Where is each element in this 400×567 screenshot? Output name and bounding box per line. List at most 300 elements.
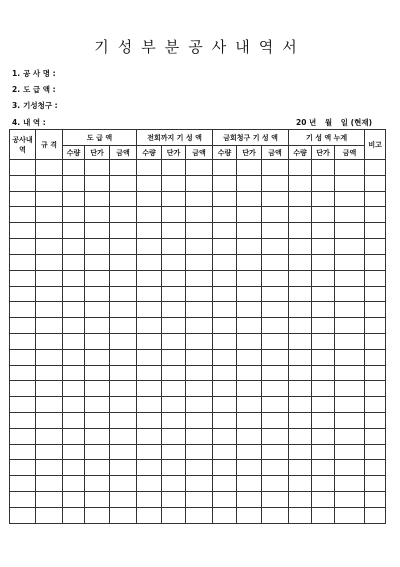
table-cell[interactable] (36, 239, 63, 255)
table-cell[interactable] (262, 381, 289, 397)
table-cell[interactable] (335, 223, 365, 239)
table-cell[interactable] (162, 365, 186, 381)
table-cell[interactable] (63, 381, 85, 397)
table-cell[interactable] (289, 333, 312, 349)
table-cell[interactable] (365, 239, 386, 255)
table-cell[interactable] (213, 460, 237, 476)
table-cell[interactable] (36, 302, 63, 318)
table-cell[interactable] (63, 286, 85, 302)
table-cell[interactable] (262, 507, 289, 523)
table-cell[interactable] (289, 223, 312, 239)
table-cell[interactable] (335, 175, 365, 191)
table-cell[interactable] (186, 413, 213, 429)
table-cell[interactable] (10, 239, 36, 255)
table-cell[interactable] (137, 476, 162, 492)
table-cell[interactable] (137, 239, 162, 255)
table-cell[interactable] (10, 413, 36, 429)
table-cell[interactable] (289, 254, 312, 270)
table-cell[interactable] (36, 507, 63, 523)
table-cell[interactable] (335, 476, 365, 492)
table-cell[interactable] (110, 507, 137, 523)
table-cell[interactable] (85, 318, 110, 334)
table-cell[interactable] (162, 349, 186, 365)
table-cell[interactable] (110, 223, 137, 239)
table-cell[interactable] (213, 175, 237, 191)
table-cell[interactable] (36, 476, 63, 492)
table-cell[interactable] (110, 349, 137, 365)
table-cell[interactable] (312, 207, 335, 223)
table-cell[interactable] (312, 223, 335, 239)
table-cell[interactable] (36, 365, 63, 381)
table-cell[interactable] (335, 191, 365, 207)
table-cell[interactable] (186, 302, 213, 318)
table-cell[interactable] (237, 191, 262, 207)
table-cell[interactable] (312, 286, 335, 302)
table-cell[interactable] (365, 507, 386, 523)
table-cell[interactable] (262, 207, 289, 223)
table-cell[interactable] (162, 175, 186, 191)
table-cell[interactable] (237, 507, 262, 523)
table-cell[interactable] (10, 397, 36, 413)
table-cell[interactable] (63, 175, 85, 191)
table-cell[interactable] (262, 492, 289, 508)
table-cell[interactable] (36, 492, 63, 508)
table-cell[interactable] (262, 476, 289, 492)
table-cell[interactable] (312, 365, 335, 381)
table-cell[interactable] (365, 444, 386, 460)
table-cell[interactable] (312, 397, 335, 413)
table-cell[interactable] (237, 492, 262, 508)
table-cell[interactable] (85, 428, 110, 444)
table-cell[interactable] (63, 349, 85, 365)
table-cell[interactable] (137, 349, 162, 365)
table-cell[interactable] (10, 254, 36, 270)
table-cell[interactable] (63, 223, 85, 239)
table-cell[interactable] (36, 381, 63, 397)
table-cell[interactable] (237, 365, 262, 381)
table-cell[interactable] (213, 254, 237, 270)
table-cell[interactable] (10, 507, 36, 523)
table-cell[interactable] (237, 302, 262, 318)
table-cell[interactable] (186, 318, 213, 334)
table-cell[interactable] (162, 191, 186, 207)
table-cell[interactable] (186, 254, 213, 270)
table-cell[interactable] (365, 413, 386, 429)
table-cell[interactable] (312, 492, 335, 508)
table-cell[interactable] (312, 381, 335, 397)
table-cell[interactable] (85, 381, 110, 397)
table-cell[interactable] (110, 207, 137, 223)
table-cell[interactable] (289, 413, 312, 429)
table-cell[interactable] (365, 428, 386, 444)
table-cell[interactable] (63, 207, 85, 223)
table-cell[interactable] (137, 397, 162, 413)
table-cell[interactable] (237, 160, 262, 176)
table-cell[interactable] (213, 318, 237, 334)
table-cell[interactable] (110, 175, 137, 191)
table-cell[interactable] (110, 191, 137, 207)
table-cell[interactable] (262, 365, 289, 381)
table-cell[interactable] (85, 397, 110, 413)
table-cell[interactable] (365, 460, 386, 476)
table-cell[interactable] (365, 286, 386, 302)
table-cell[interactable] (162, 413, 186, 429)
table-cell[interactable] (63, 254, 85, 270)
table-cell[interactable] (137, 286, 162, 302)
table-cell[interactable] (289, 302, 312, 318)
table-cell[interactable] (110, 270, 137, 286)
table-cell[interactable] (85, 191, 110, 207)
table-cell[interactable] (137, 413, 162, 429)
table-cell[interactable] (186, 444, 213, 460)
table-cell[interactable] (162, 302, 186, 318)
table-cell[interactable] (213, 286, 237, 302)
table-cell[interactable] (213, 349, 237, 365)
table-cell[interactable] (312, 175, 335, 191)
table-cell[interactable] (63, 239, 85, 255)
table-cell[interactable] (63, 507, 85, 523)
table-cell[interactable] (365, 397, 386, 413)
table-cell[interactable] (335, 413, 365, 429)
table-cell[interactable] (10, 286, 36, 302)
table-cell[interactable] (262, 444, 289, 460)
table-cell[interactable] (262, 413, 289, 429)
table-cell[interactable] (10, 460, 36, 476)
table-cell[interactable] (36, 286, 63, 302)
table-cell[interactable] (365, 254, 386, 270)
table-cell[interactable] (335, 239, 365, 255)
table-cell[interactable] (63, 160, 85, 176)
table-cell[interactable] (289, 381, 312, 397)
table-cell[interactable] (365, 270, 386, 286)
table-cell[interactable] (36, 428, 63, 444)
table-cell[interactable] (63, 191, 85, 207)
table-cell[interactable] (186, 207, 213, 223)
table-cell[interactable] (186, 160, 213, 176)
table-cell[interactable] (312, 444, 335, 460)
table-cell[interactable] (262, 175, 289, 191)
table-cell[interactable] (289, 239, 312, 255)
table-cell[interactable] (262, 270, 289, 286)
table-cell[interactable] (85, 302, 110, 318)
table-cell[interactable] (289, 207, 312, 223)
table-cell[interactable] (110, 460, 137, 476)
table-cell[interactable] (85, 239, 110, 255)
table-cell[interactable] (365, 333, 386, 349)
table-cell[interactable] (289, 476, 312, 492)
table-cell[interactable] (85, 223, 110, 239)
table-cell[interactable] (335, 286, 365, 302)
table-cell[interactable] (312, 349, 335, 365)
table-cell[interactable] (186, 460, 213, 476)
table-cell[interactable] (10, 318, 36, 334)
table-cell[interactable] (262, 191, 289, 207)
table-cell[interactable] (237, 444, 262, 460)
table-cell[interactable] (335, 397, 365, 413)
table-cell[interactable] (137, 318, 162, 334)
table-cell[interactable] (110, 428, 137, 444)
table-cell[interactable] (237, 476, 262, 492)
table-cell[interactable] (85, 413, 110, 429)
table-cell[interactable] (110, 444, 137, 460)
table-cell[interactable] (335, 507, 365, 523)
table-cell[interactable] (85, 492, 110, 508)
table-cell[interactable] (365, 302, 386, 318)
table-cell[interactable] (237, 239, 262, 255)
table-cell[interactable] (36, 223, 63, 239)
table-cell[interactable] (262, 333, 289, 349)
table-cell[interactable] (213, 476, 237, 492)
table-cell[interactable] (312, 476, 335, 492)
table-cell[interactable] (312, 460, 335, 476)
table-cell[interactable] (335, 254, 365, 270)
table-cell[interactable] (213, 381, 237, 397)
table-cell[interactable] (335, 365, 365, 381)
table-cell[interactable] (63, 397, 85, 413)
table-cell[interactable] (213, 444, 237, 460)
table-cell[interactable] (262, 349, 289, 365)
table-cell[interactable] (186, 492, 213, 508)
table-cell[interactable] (213, 413, 237, 429)
table-cell[interactable] (289, 191, 312, 207)
table-cell[interactable] (10, 207, 36, 223)
table-cell[interactable] (110, 239, 137, 255)
table-cell[interactable] (365, 160, 386, 176)
table-cell[interactable] (162, 223, 186, 239)
table-cell[interactable] (85, 160, 110, 176)
table-cell[interactable] (63, 270, 85, 286)
table-cell[interactable] (289, 270, 312, 286)
table-cell[interactable] (110, 286, 137, 302)
table-cell[interactable] (110, 397, 137, 413)
table-cell[interactable] (186, 381, 213, 397)
table-cell[interactable] (85, 365, 110, 381)
table-cell[interactable] (63, 476, 85, 492)
table-cell[interactable] (137, 191, 162, 207)
table-cell[interactable] (137, 207, 162, 223)
table-cell[interactable] (186, 333, 213, 349)
table-cell[interactable] (36, 397, 63, 413)
table-cell[interactable] (289, 349, 312, 365)
table-cell[interactable] (365, 365, 386, 381)
table-cell[interactable] (85, 507, 110, 523)
table-cell[interactable] (262, 302, 289, 318)
table-cell[interactable] (110, 492, 137, 508)
table-cell[interactable] (289, 428, 312, 444)
table-cell[interactable] (237, 175, 262, 191)
table-cell[interactable] (335, 207, 365, 223)
table-cell[interactable] (262, 254, 289, 270)
table-cell[interactable] (10, 270, 36, 286)
table-cell[interactable] (36, 270, 63, 286)
table-cell[interactable] (110, 318, 137, 334)
table-cell[interactable] (186, 476, 213, 492)
table-cell[interactable] (312, 413, 335, 429)
table-cell[interactable] (85, 333, 110, 349)
table-cell[interactable] (162, 428, 186, 444)
table-cell[interactable] (365, 175, 386, 191)
table-cell[interactable] (289, 492, 312, 508)
table-cell[interactable] (162, 160, 186, 176)
table-cell[interactable] (63, 492, 85, 508)
table-cell[interactable] (162, 397, 186, 413)
table-cell[interactable] (213, 160, 237, 176)
table-cell[interactable] (237, 286, 262, 302)
table-cell[interactable] (213, 270, 237, 286)
table-cell[interactable] (63, 444, 85, 460)
table-cell[interactable] (289, 318, 312, 334)
table-cell[interactable] (162, 460, 186, 476)
table-cell[interactable] (237, 318, 262, 334)
table-cell[interactable] (186, 175, 213, 191)
table-cell[interactable] (10, 223, 36, 239)
table-cell[interactable] (289, 160, 312, 176)
table-cell[interactable] (110, 333, 137, 349)
table-cell[interactable] (63, 318, 85, 334)
table-cell[interactable] (335, 444, 365, 460)
table-cell[interactable] (237, 460, 262, 476)
table-cell[interactable] (10, 175, 36, 191)
table-cell[interactable] (237, 333, 262, 349)
table-cell[interactable] (36, 175, 63, 191)
table-cell[interactable] (36, 444, 63, 460)
table-cell[interactable] (262, 160, 289, 176)
table-cell[interactable] (213, 191, 237, 207)
table-cell[interactable] (312, 333, 335, 349)
table-cell[interactable] (365, 207, 386, 223)
table-cell[interactable] (162, 286, 186, 302)
table-cell[interactable] (137, 444, 162, 460)
table-cell[interactable] (85, 175, 110, 191)
table-cell[interactable] (312, 318, 335, 334)
table-cell[interactable] (335, 160, 365, 176)
table-cell[interactable] (63, 365, 85, 381)
table-cell[interactable] (213, 239, 237, 255)
table-cell[interactable] (137, 428, 162, 444)
table-cell[interactable] (162, 239, 186, 255)
table-cell[interactable] (162, 207, 186, 223)
table-cell[interactable] (186, 270, 213, 286)
table-cell[interactable] (186, 349, 213, 365)
table-cell[interactable] (110, 413, 137, 429)
table-cell[interactable] (237, 413, 262, 429)
table-cell[interactable] (186, 191, 213, 207)
table-cell[interactable] (213, 223, 237, 239)
table-cell[interactable] (85, 349, 110, 365)
table-cell[interactable] (162, 381, 186, 397)
table-cell[interactable] (36, 254, 63, 270)
table-cell[interactable] (262, 460, 289, 476)
table-cell[interactable] (335, 270, 365, 286)
table-cell[interactable] (162, 444, 186, 460)
table-cell[interactable] (10, 444, 36, 460)
table-cell[interactable] (137, 381, 162, 397)
table-cell[interactable] (335, 460, 365, 476)
table-cell[interactable] (237, 270, 262, 286)
table-cell[interactable] (237, 397, 262, 413)
table-cell[interactable] (289, 397, 312, 413)
table-cell[interactable] (262, 318, 289, 334)
table-cell[interactable] (137, 333, 162, 349)
table-cell[interactable] (335, 318, 365, 334)
table-cell[interactable] (262, 286, 289, 302)
table-cell[interactable] (237, 254, 262, 270)
table-cell[interactable] (162, 254, 186, 270)
table-cell[interactable] (162, 333, 186, 349)
table-cell[interactable] (186, 239, 213, 255)
table-cell[interactable] (237, 349, 262, 365)
table-cell[interactable] (36, 413, 63, 429)
table-cell[interactable] (186, 397, 213, 413)
table-cell[interactable] (213, 397, 237, 413)
table-cell[interactable] (237, 381, 262, 397)
table-cell[interactable] (289, 175, 312, 191)
table-cell[interactable] (365, 318, 386, 334)
table-cell[interactable] (289, 365, 312, 381)
table-cell[interactable] (162, 492, 186, 508)
table-cell[interactable] (63, 428, 85, 444)
table-cell[interactable] (110, 254, 137, 270)
table-cell[interactable] (312, 428, 335, 444)
table-cell[interactable] (10, 302, 36, 318)
table-cell[interactable] (289, 460, 312, 476)
table-cell[interactable] (312, 302, 335, 318)
table-cell[interactable] (365, 191, 386, 207)
table-cell[interactable] (312, 270, 335, 286)
table-cell[interactable] (335, 333, 365, 349)
table-cell[interactable] (335, 428, 365, 444)
table-cell[interactable] (312, 507, 335, 523)
table-cell[interactable] (110, 476, 137, 492)
table-cell[interactable] (237, 207, 262, 223)
table-cell[interactable] (63, 460, 85, 476)
table-cell[interactable] (186, 428, 213, 444)
table-cell[interactable] (10, 381, 36, 397)
table-cell[interactable] (162, 476, 186, 492)
table-cell[interactable] (137, 160, 162, 176)
table-cell[interactable] (63, 333, 85, 349)
table-cell[interactable] (335, 302, 365, 318)
table-cell[interactable] (10, 365, 36, 381)
table-cell[interactable] (186, 286, 213, 302)
table-cell[interactable] (36, 160, 63, 176)
table-cell[interactable] (10, 428, 36, 444)
table-cell[interactable] (213, 428, 237, 444)
table-cell[interactable] (365, 381, 386, 397)
table-cell[interactable] (10, 492, 36, 508)
table-cell[interactable] (36, 207, 63, 223)
table-cell[interactable] (312, 191, 335, 207)
table-cell[interactable] (85, 270, 110, 286)
table-cell[interactable] (186, 365, 213, 381)
table-cell[interactable] (36, 318, 63, 334)
table-cell[interactable] (36, 349, 63, 365)
table-cell[interactable] (237, 428, 262, 444)
table-cell[interactable] (10, 476, 36, 492)
table-cell[interactable] (213, 492, 237, 508)
table-cell[interactable] (110, 381, 137, 397)
table-cell[interactable] (85, 286, 110, 302)
table-cell[interactable] (10, 191, 36, 207)
table-cell[interactable] (262, 239, 289, 255)
table-cell[interactable] (213, 333, 237, 349)
table-cell[interactable] (10, 333, 36, 349)
table-cell[interactable] (365, 349, 386, 365)
table-cell[interactable] (85, 460, 110, 476)
table-cell[interactable] (137, 254, 162, 270)
table-cell[interactable] (110, 365, 137, 381)
table-cell[interactable] (213, 207, 237, 223)
